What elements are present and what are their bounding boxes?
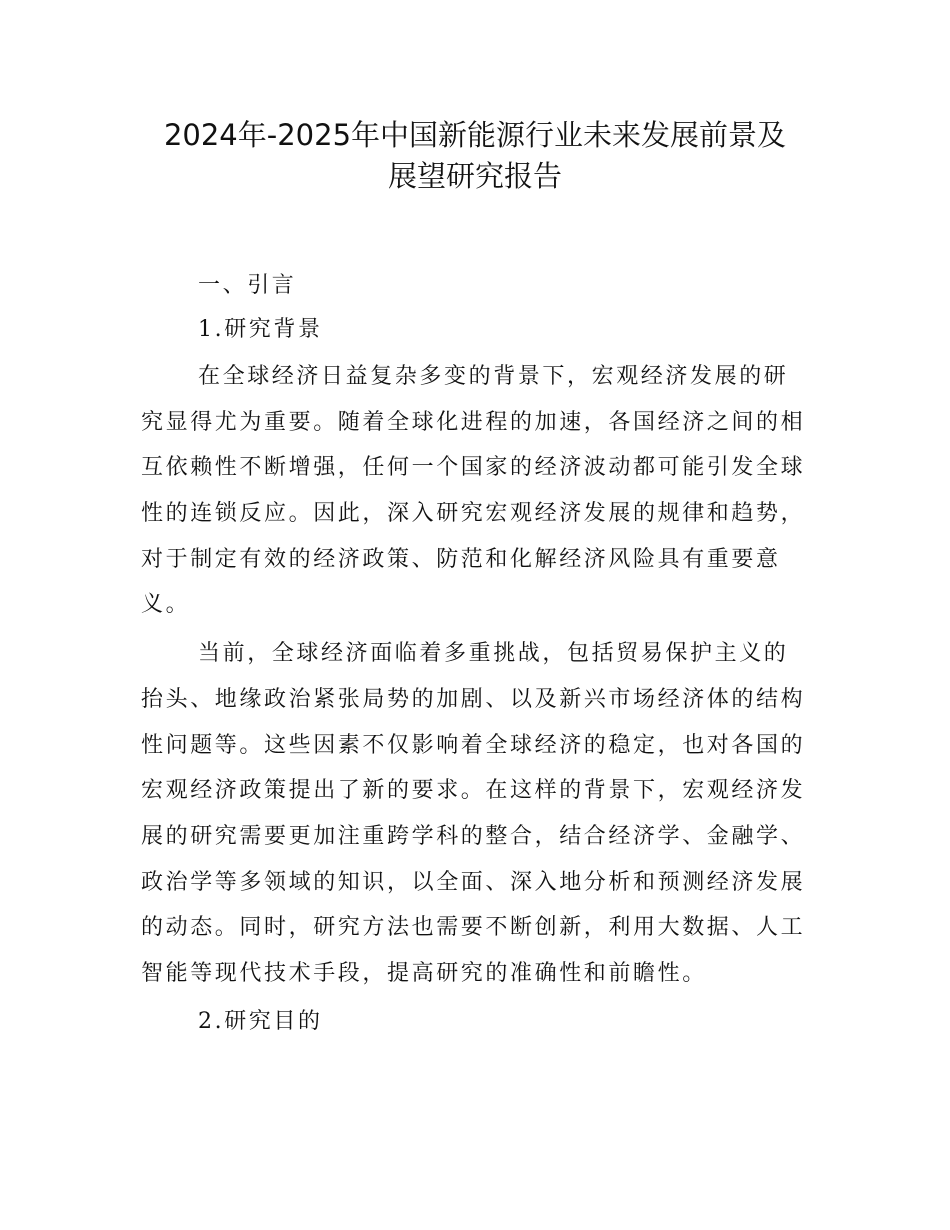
paragraph-2-line: 的动态。同时，研究方法也需要不断创新，利用大数据、人工 <box>141 915 806 940</box>
document-title-line-2: 展望研究报告 <box>387 159 562 193</box>
paragraph-1-line: 互依赖性不断增强，任何一个国家的经济波动都可能引发全球 <box>141 455 806 480</box>
document-title-line-1: 2024年-2025年中国新能源行业未来发展前景及 <box>163 118 787 152</box>
paragraph-1-line: 性的连锁反应。因此，深入研究宏观经济发展的规律和趋势， <box>141 501 806 526</box>
paragraph-1-line: 对于制定有效的经济政策、防范和化解经济风险具有重要意 <box>141 547 781 572</box>
paragraph-1-line: 义。 <box>141 592 191 617</box>
paragraph-2-line: 宏观经济政策提出了新的要求。在这样的背景下，宏观经济发 <box>141 778 806 803</box>
paragraph-2-line: 政治学等多领域的知识，以全面、深入地分析和预测经济发展 <box>141 870 806 895</box>
paragraph-1-line: 究显得尤为重要。随着全球化进程的加速，各国经济之间的相 <box>141 410 806 435</box>
subsection-heading-purpose: 2.研究目的 <box>198 1009 323 1034</box>
subsection-heading-background: 1.研究背景 <box>198 317 323 342</box>
paragraph-1-line: 在全球经济日益复杂多变的背景下，宏观经济发展的研 <box>198 364 789 389</box>
section-heading-introduction: 一、引言 <box>198 273 297 298</box>
paragraph-2-line: 性问题等。这些因素不仅影响着全球经济的稳定，也对各国的 <box>141 733 806 758</box>
paragraph-2-line: 当前，全球经济面临着多重挑战，包括贸易保护主义的 <box>198 641 789 666</box>
paragraph-2-line: 展的研究需要更加注重跨学科的整合，结合经济学、金融学、 <box>141 824 806 849</box>
paragraph-2-line: 智能等现代技术手段，提高研究的准确性和前瞻性。 <box>141 961 707 986</box>
paragraph-2-line: 抬头、地缘政治紧张局势的加剧、以及新兴市场经济体的结构 <box>141 687 806 712</box>
